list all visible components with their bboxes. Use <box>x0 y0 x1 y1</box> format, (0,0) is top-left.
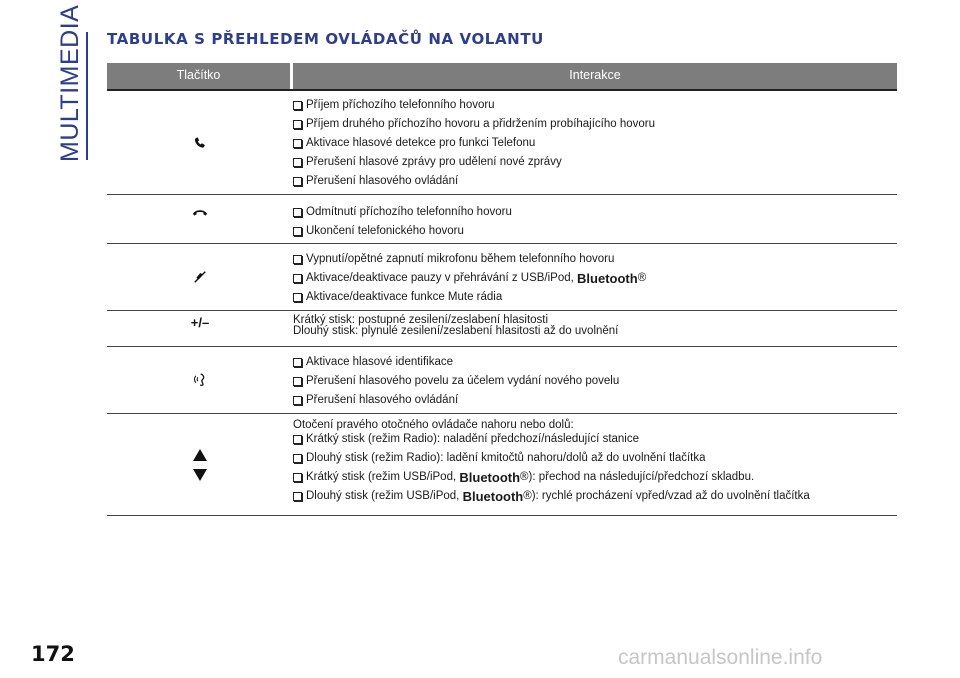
header-interaction: Interakce <box>293 63 897 89</box>
bullet-box-icon <box>293 358 302 367</box>
list-item: Aktivace hlasové identifikace <box>293 356 897 369</box>
list-item: Aktivace/deaktivace funkce Mute rádia <box>293 291 897 304</box>
rotary-intro-text: Otočení pravého otočného ovládače nahoru nebo dolů: <box>293 419 574 431</box>
volume-short-press-text: Krátký stisk: postupné zesilení/zeslabení hlasitosti <box>293 314 549 326</box>
controls-table <box>107 63 897 516</box>
list-item: Přerušení hlasového ovládání <box>293 394 897 407</box>
list-item: Odmítnutí příchozího telefonního hovoru <box>293 206 897 219</box>
list-item: Aktivace hlasové detekce pro funkci Telefonu <box>293 137 897 150</box>
bullet-box-icon <box>293 101 302 110</box>
list-item: Krátký stisk (režim USB/iPod, Bluetooth ®): přechod na následující/předchozí skladbu. <box>293 471 897 484</box>
table-row-phone <box>107 91 897 195</box>
table-row-mute <box>107 244 897 311</box>
volume-long-press-text: Dlouhý stisk: plynulé zesilení/zeslabení hlasitosti až do uvolnění <box>293 325 619 337</box>
volume-symbol: +/– <box>190 315 210 330</box>
list-item: Přerušení hlasového ovládání <box>293 175 897 188</box>
voice-command-icon <box>107 347 293 413</box>
bullet-box-icon <box>293 177 302 186</box>
list-item: Přerušení hlasového povelu za účelem vydání nového povelu <box>293 375 897 388</box>
table-row-hangup <box>107 195 897 244</box>
phone-answer-icon <box>107 91 293 194</box>
table-header <box>107 63 897 91</box>
bullet-box-icon <box>293 492 302 501</box>
list-item: Ukončení telefonického hovoru <box>293 225 897 238</box>
bullet-box-icon <box>293 435 302 444</box>
bluetooth-label: Bluetooth <box>462 489 524 504</box>
list-item: Dlouhý stisk (režim USB/iPod, Bluetooth ®): rychlé procházení vpřed/vzad až do uvolnění tlačítka <box>293 490 897 503</box>
bluetooth-label: Bluetooth <box>577 271 638 286</box>
bullet-box-icon <box>293 473 302 482</box>
list-item: Aktivace/deaktivace pauzy v přehrávání z USB/iPod, Bluetooth ® <box>293 272 897 285</box>
table-row-voice <box>107 347 897 414</box>
phone-hangup-icon <box>107 195 293 243</box>
bullet-box-icon <box>293 377 302 386</box>
bullet-box-icon <box>293 208 302 217</box>
list-item: Příjem druhého příchozího hovoru a přidržením probíhajícího hovoru <box>293 118 897 131</box>
page-number: 172 <box>31 642 75 666</box>
bullet-box-icon <box>293 274 302 283</box>
table-row-arrows <box>107 414 897 516</box>
list-item: Vypnutí/opětné zapnutí mikrofonu během telefonního hovoru <box>293 253 897 266</box>
header-button: Tlačítko <box>107 63 290 89</box>
list-item: Přerušení hlasové zprávy pro udělení nové zprávy <box>293 156 897 169</box>
bullet-box-icon <box>293 255 302 264</box>
table-row-volume <box>107 311 897 347</box>
side-section-label: MULTIMEDIA <box>56 4 84 162</box>
page-title: TABULKA S PŘEHLEDEM OVLÁDAČŮ NA VOLANTU <box>107 30 544 48</box>
list-item: Příjem příchozího telefonního hovoru <box>293 99 897 112</box>
bullet-box-icon <box>293 396 302 405</box>
watermark: carmanualsonline.info <box>618 646 823 669</box>
bullet-box-icon <box>293 293 302 302</box>
bullet-box-icon <box>293 139 302 148</box>
up-down-arrows-icon <box>107 414 293 515</box>
bluetooth-label: Bluetooth <box>459 470 521 485</box>
bullet-box-icon <box>293 158 302 167</box>
mute-icon <box>107 244 293 310</box>
bullet-box-icon <box>293 120 302 129</box>
bullet-box-icon <box>293 227 302 236</box>
list-item: Dlouhý stisk (režim Radio): ladění kmitočtů nahoru/dolů až do uvolnění tlačítka <box>293 452 897 465</box>
side-divider <box>86 32 88 160</box>
bullet-box-icon <box>293 454 302 463</box>
list-item: Krátký stisk (režim Radio): naladění předchozí/následující stanice <box>293 433 897 446</box>
